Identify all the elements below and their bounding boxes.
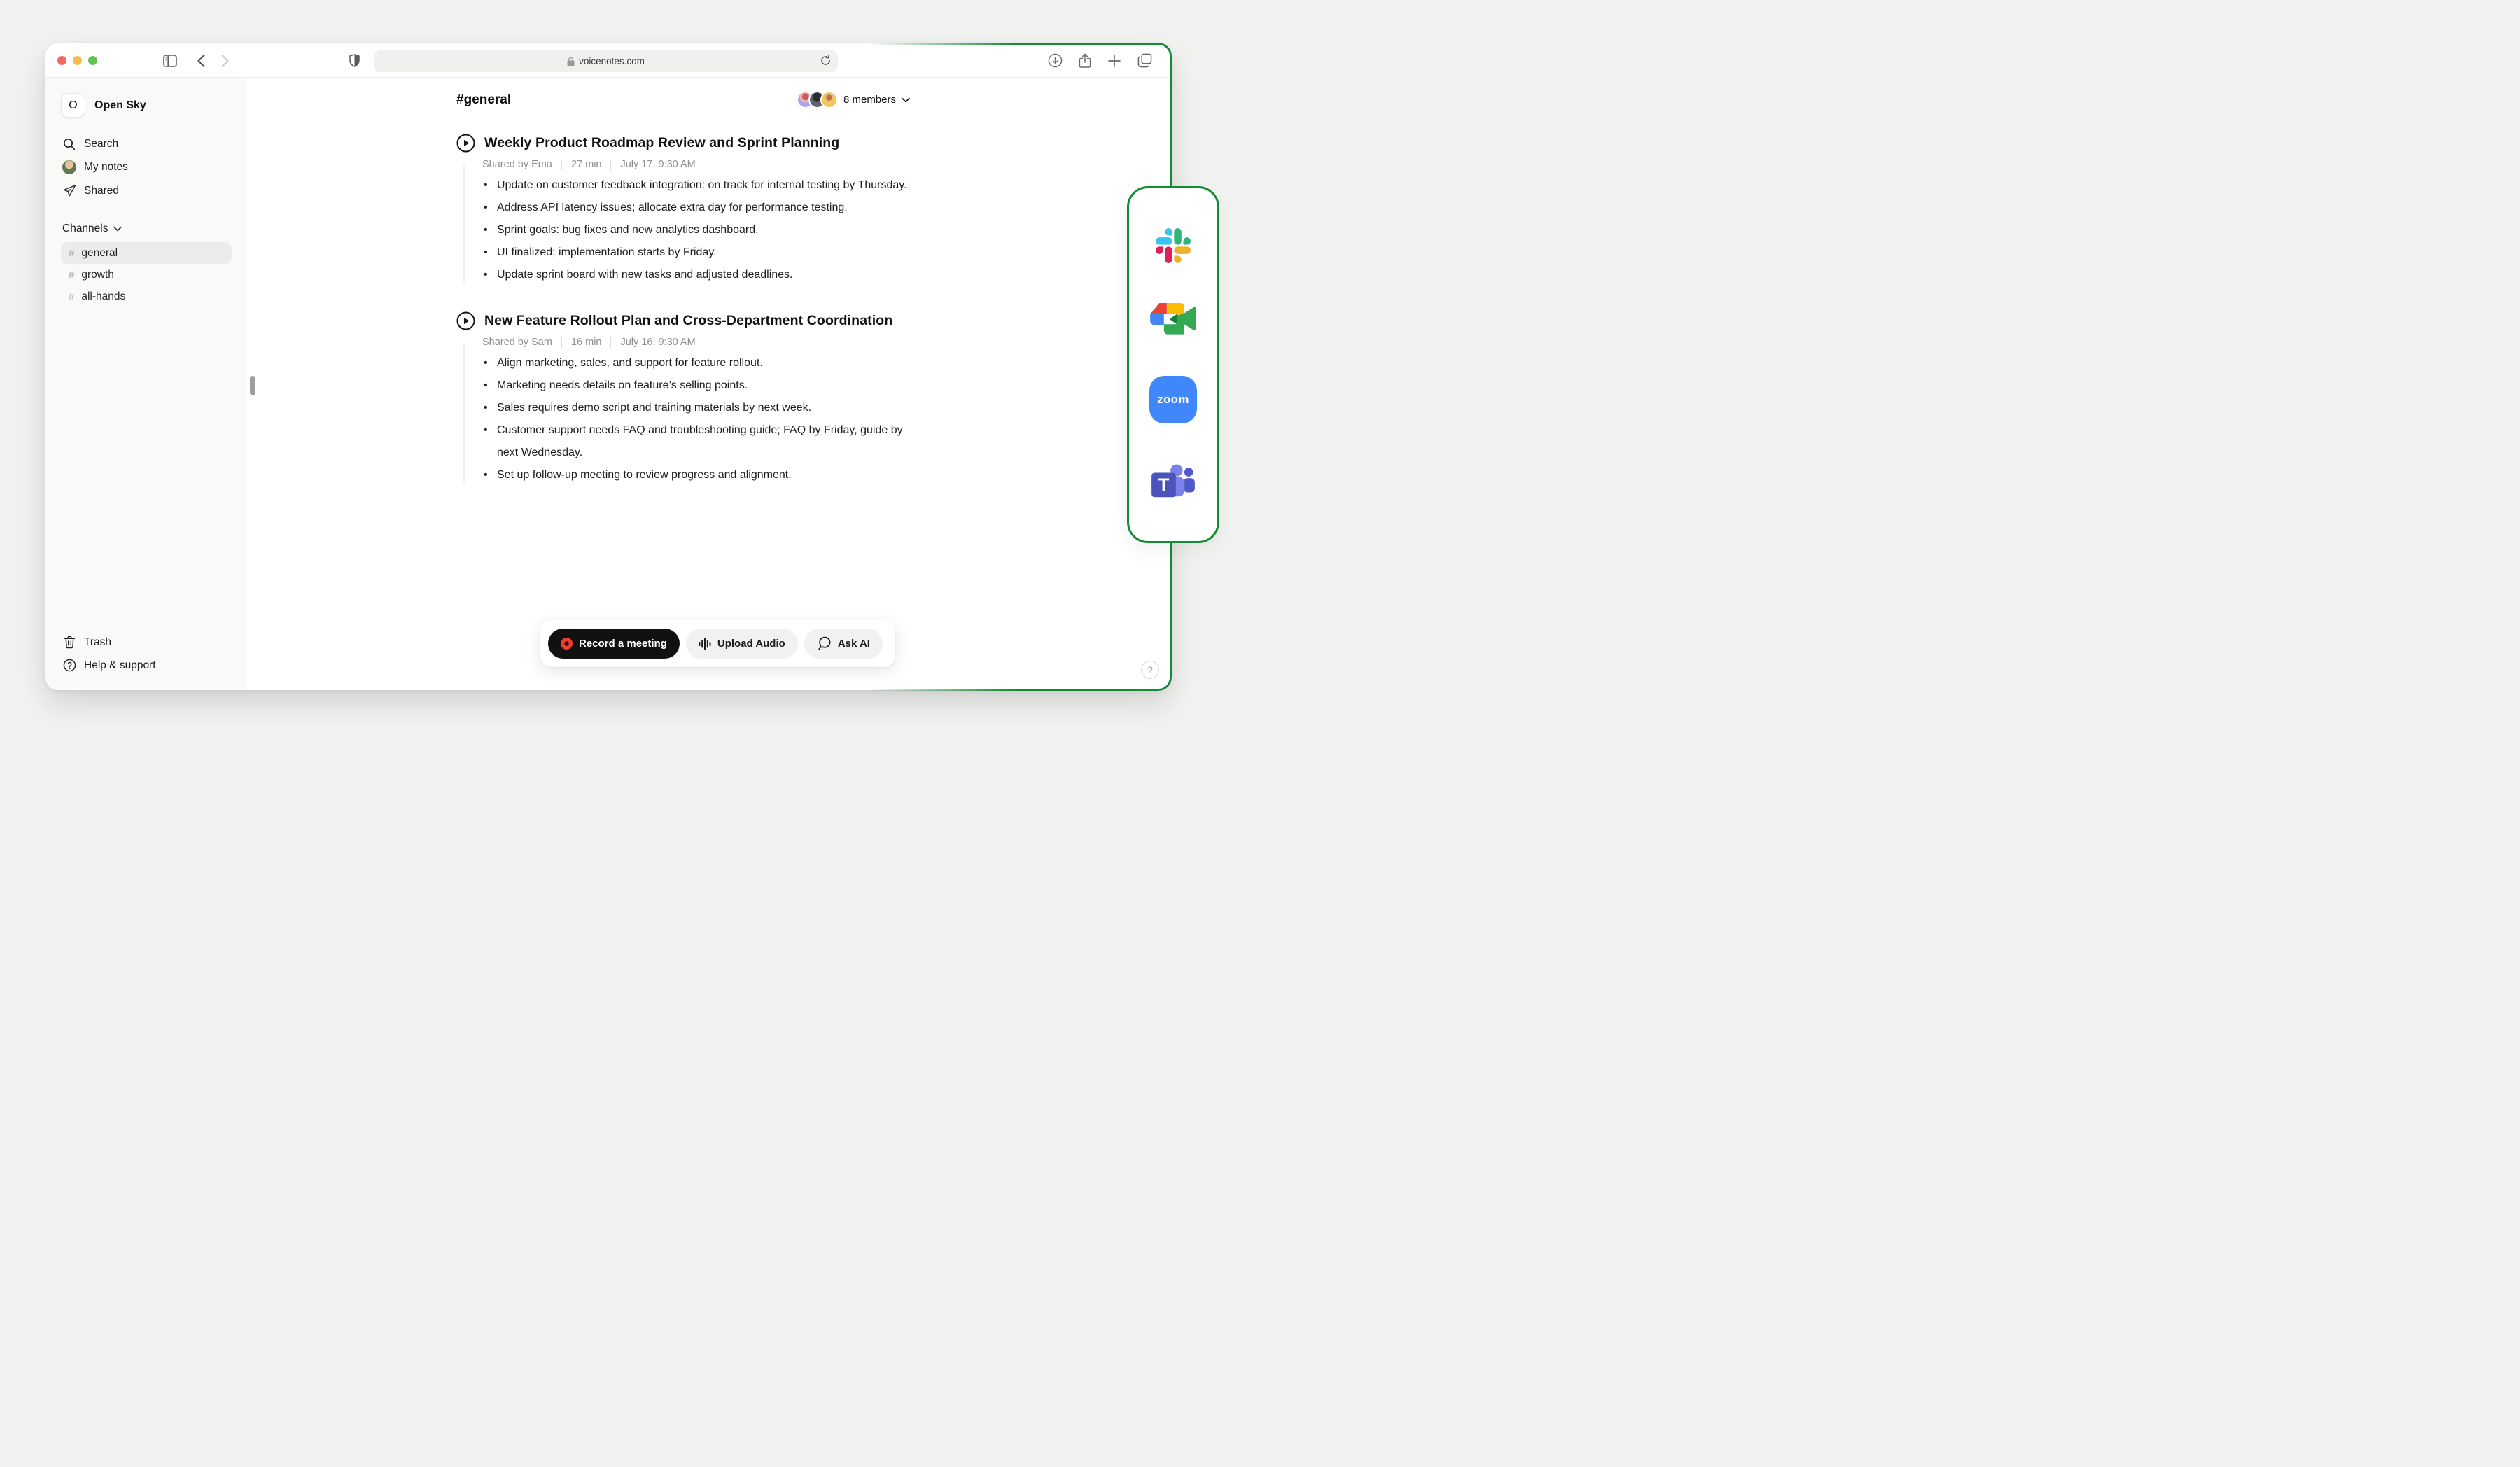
note-meta xyxy=(482,337,910,348)
reload-icon[interactable] xyxy=(820,55,831,66)
close-window-button[interactable] xyxy=(57,56,66,65)
play-icon[interactable] xyxy=(456,134,475,153)
window-controls xyxy=(57,56,97,65)
user-avatar xyxy=(62,160,76,174)
browser-window xyxy=(46,43,1171,690)
help-circle-icon xyxy=(62,659,76,672)
sidebar-item-label: Trash xyxy=(84,636,112,648)
channels-header[interactable] xyxy=(61,220,232,242)
zoom-icon[interactable] xyxy=(1149,376,1197,423)
avatar xyxy=(820,91,838,108)
bullet-item: • Marketing needs details on feature’s selling points. xyxy=(482,374,911,397)
downloads-icon[interactable] xyxy=(1046,43,1064,78)
note-duration: 27 min xyxy=(570,159,602,170)
slack-icon[interactable] xyxy=(1156,228,1191,263)
channel-label: all-hands xyxy=(81,290,126,302)
bullet-item: • Customer support needs FAQ and troubleshooting guide; FAQ by Friday, guide by next Wednesday. xyxy=(482,419,911,464)
member-avatars xyxy=(797,91,838,108)
note-shared-by: Shared by Ema xyxy=(482,159,552,170)
main-content xyxy=(246,78,1171,689)
members-button[interactable] xyxy=(797,91,910,108)
note-duration: 16 min xyxy=(570,337,602,348)
hash-icon: # xyxy=(69,247,75,259)
tab-overview-icon[interactable] xyxy=(1135,43,1154,78)
sidebar-item-my-notes[interactable] xyxy=(61,155,232,179)
share-icon[interactable] xyxy=(1076,43,1094,78)
help-floating-button[interactable]: ? xyxy=(1141,661,1159,679)
note-date: July 17, 9:30 AM xyxy=(620,159,696,170)
bullet-item: • Update sprint board with new tasks and adjusted deadlines. xyxy=(482,264,911,286)
channel-title: #general xyxy=(456,92,512,107)
browser-toolbar xyxy=(46,43,1171,78)
integrations-panel xyxy=(1127,186,1219,543)
privacy-shield-icon[interactable] xyxy=(346,43,363,78)
chevron-down-icon xyxy=(902,97,910,103)
lock-icon xyxy=(567,57,575,66)
sidebar-item-label: My notes xyxy=(84,161,128,173)
bullet-item: • UI finalized; implementation starts by Friday. xyxy=(482,241,911,264)
sidebar-toggle-icon[interactable] xyxy=(162,43,178,78)
new-tab-icon[interactable] xyxy=(1105,43,1124,78)
hash-icon: # xyxy=(69,269,75,281)
sidebar-item-search[interactable] xyxy=(61,133,232,155)
note-title: New Feature Rollout Plan and Cross-Department Coordination xyxy=(484,313,893,328)
paper-plane-icon xyxy=(62,184,76,197)
workspace-name: Open Sky xyxy=(94,99,146,111)
action-bar xyxy=(540,620,895,667)
minimize-window-button[interactable] xyxy=(73,56,82,65)
search-icon xyxy=(62,138,76,150)
members-count: 8 members xyxy=(843,94,896,106)
sidebar xyxy=(46,78,246,689)
workspace-logo: O xyxy=(61,93,85,118)
sidebar-resize-handle[interactable] xyxy=(250,376,255,395)
note-shared-by: Shared by Sam xyxy=(482,337,552,348)
back-button[interactable] xyxy=(193,43,209,78)
hash-icon: # xyxy=(69,290,75,302)
svg-text:T: T xyxy=(1158,474,1170,496)
play-icon[interactable] xyxy=(456,311,475,330)
sidebar-item-trash[interactable] xyxy=(61,631,232,654)
channel-label: growth xyxy=(81,268,114,281)
workspace-switcher[interactable] xyxy=(61,93,232,118)
trash-icon xyxy=(62,636,76,649)
chevron-down-icon xyxy=(113,226,122,232)
sidebar-channel-growth[interactable] xyxy=(61,264,232,286)
forward-button[interactable] xyxy=(217,43,232,78)
bullet-item: • Align marketing, sales, and support for feature rollout. xyxy=(482,352,911,374)
note-bullets xyxy=(482,352,911,486)
sidebar-item-label: Search xyxy=(84,138,119,150)
sidebar-item-label: Shared xyxy=(84,184,119,197)
sidebar-item-help[interactable] xyxy=(61,654,232,677)
upload-audio-button[interactable]: Upload Audio xyxy=(686,629,798,659)
bullet-item: • Update on customer feedback integration: on track for internal testing by Thursday. xyxy=(482,174,911,197)
ask-ai-button[interactable]: Ask AI xyxy=(804,629,883,659)
note-title: Weekly Product Roadmap Review and Sprint Planning xyxy=(484,135,840,150)
bullet-item: • Sales requires demo script and training materials by next week. xyxy=(482,397,911,419)
bullet-item: • Set up follow-up meeting to review progress and alignment. xyxy=(482,464,911,486)
note-date: July 16, 9:30 AM xyxy=(620,337,696,348)
sidebar-item-label: Help & support xyxy=(84,659,156,671)
bullet-item: • Sprint goals: bug fixes and new analytics dashboard. xyxy=(482,219,911,241)
url-text: voicenotes.com xyxy=(579,56,645,66)
sidebar-channel-general[interactable] xyxy=(61,242,232,264)
note-card xyxy=(456,311,910,486)
note-bullets xyxy=(482,174,911,286)
sidebar-channel-all-hands[interactable] xyxy=(61,286,232,307)
thought-bubble-icon xyxy=(817,636,832,651)
zoom-window-button[interactable] xyxy=(88,56,97,65)
address-bar[interactable] xyxy=(374,50,838,72)
sidebar-item-shared[interactable] xyxy=(61,179,232,202)
record-icon xyxy=(561,638,573,650)
microsoft-teams-icon[interactable] xyxy=(1152,463,1195,501)
channels-label: Channels xyxy=(62,223,108,234)
record-meeting-button[interactable]: Record a meeting xyxy=(548,629,680,659)
note-meta xyxy=(482,159,910,170)
zoom-logo-text: zoom xyxy=(1157,392,1189,406)
note-card xyxy=(456,134,910,286)
google-meet-icon[interactable] xyxy=(1150,303,1196,335)
waveform-icon xyxy=(699,637,711,651)
bullet-item: • Address API latency issues; allocate extra day for performance testing. xyxy=(482,197,911,219)
channel-label: general xyxy=(81,246,118,259)
